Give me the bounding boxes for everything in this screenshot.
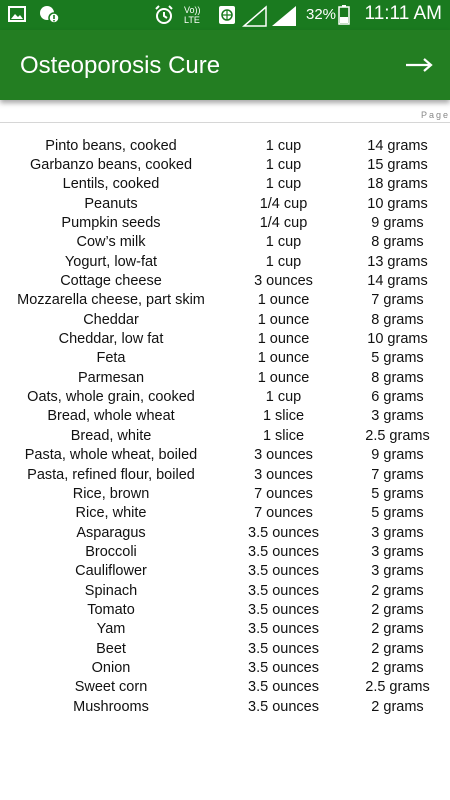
table-row [0,368,450,387]
amount-cell: 13 grams [367,253,428,270]
table-row [0,291,450,310]
serving-cell: 3 ounces [254,273,313,290]
amount-cell: 9 grams [371,215,424,232]
table-row [0,213,450,232]
table-row [0,658,450,677]
food-cell: Pasta, refined flour, boiled [27,466,195,483]
food-cell: Feta [96,350,126,367]
food-cell: Cheddar [83,311,139,328]
food-cell: Sweet corn [74,679,148,696]
amount-cell: 2 grams [371,582,424,599]
food-cell: Lentils, cooked [62,176,160,193]
table-row [0,329,450,348]
table-row [0,697,450,716]
amount-cell: 2 grams [371,601,424,618]
food-cell: Peanuts [84,195,138,212]
table-row [0,252,450,271]
amount-cell: 7 grams [371,466,424,483]
food-cell: Yogurt, low-fat [64,253,158,270]
gallery-icon [8,5,26,28]
amount-cell: 2.5 grams [365,679,430,696]
amount-cell: 8 grams [371,234,424,251]
serving-cell: 1 ounce [257,311,310,328]
serving-cell: 1 cup [265,137,302,154]
table-row [0,562,450,581]
serving-cell: 3.5 ounces [248,582,319,599]
serving-cell: 7 ounces [254,505,313,522]
table-row [0,639,450,658]
table-row [0,523,450,542]
amount-cell: 10 grams [367,331,428,348]
food-cell: Cow’s milk [76,234,146,251]
serving-cell: 1 ounce [257,350,310,367]
serving-cell: 3.5 ounces [248,659,319,676]
next-page-button[interactable] [404,54,434,76]
table-row [0,310,450,329]
status-bar [0,0,450,30]
table-row [0,194,450,213]
signal-icon [242,5,298,32]
food-cell: Rice, brown [72,485,150,502]
app-title: Osteoporosis Cure [20,52,221,79]
serving-cell: 3.5 ounces [248,621,319,638]
table-row [0,387,450,406]
food-cell: Mushrooms [73,698,149,715]
page-indicator: Page [420,110,450,120]
serving-cell: 1 cup [265,234,302,251]
table-row [0,271,450,290]
table-row [0,504,450,523]
serving-cell: 3.5 ounces [248,543,319,560]
app-bar [0,30,450,100]
table-row [0,465,450,484]
amount-cell: 3 grams [371,524,424,541]
location-alert-icon [38,5,60,30]
serving-cell: 3.5 ounces [248,524,319,541]
nutrition-table [0,136,450,716]
clock: 11:11 AM [364,3,442,24]
food-cell: Mozzarella cheese, part skim [17,292,205,309]
amount-cell: 2 grams [371,640,424,657]
serving-cell: 3.5 ounces [248,563,319,580]
table-row [0,600,450,619]
table-row [0,678,450,697]
battery-icon [338,5,350,30]
food-cell: Bread, white [70,427,152,444]
table-row [0,349,450,368]
table-row [0,426,450,445]
table-row [0,620,450,639]
amount-cell: 8 grams [371,311,424,328]
table-row [0,407,450,426]
serving-cell: 3.5 ounces [248,601,319,618]
serving-cell: 1 ounce [257,292,310,309]
table-row [0,136,450,155]
food-cell: Cauliflower [75,563,147,580]
battery-percent: 32% [306,6,337,23]
serving-cell: 3.5 ounces [248,640,319,657]
serving-cell: 1 ounce [257,331,310,348]
table-row [0,155,450,174]
table-row [0,175,450,194]
amount-cell: 7 grams [371,292,424,309]
serving-cell: 3 ounces [254,447,313,464]
food-cell: Pumpkin seeds [61,215,161,232]
food-cell: Spinach [84,582,138,599]
table-row [0,542,450,561]
serving-cell: 3.5 ounces [248,679,319,696]
serving-cell: 1 slice [262,408,305,425]
amount-cell: 2 grams [371,621,424,638]
food-cell: Pasta, whole wheat, boiled [24,447,198,464]
food-cell: Beet [96,640,126,657]
arrow-right-icon [404,63,434,80]
amount-cell: 15 grams [367,157,428,174]
serving-cell: 1 cup [265,157,302,174]
serving-cell: 7 ounces [254,485,313,502]
network-label: Vo)) LTE [184,5,201,25]
food-cell: Cheddar, low fat [58,331,164,348]
globe-icon [218,5,236,30]
amount-cell: 2 grams [371,698,424,715]
amount-cell: 6 grams [371,389,424,406]
food-cell: Tomato [87,601,135,618]
serving-cell: 3.5 ounces [248,698,319,715]
amount-cell: 10 grams [367,195,428,212]
food-cell: Garbanzo beans, cooked [29,157,193,174]
amount-cell: 18 grams [367,176,428,193]
food-cell: Broccoli [85,543,137,560]
amount-cell: 14 grams [367,137,428,154]
amount-cell: 14 grams [367,273,428,290]
food-cell: Onion [91,659,131,676]
amount-cell: 9 grams [371,447,424,464]
table-row [0,233,450,252]
food-cell: Bread, whole wheat [47,408,175,425]
table-row [0,484,450,503]
table-row [0,581,450,600]
food-cell: Parmesan [77,369,145,386]
table-row [0,446,450,465]
serving-cell: 3 ounces [254,466,313,483]
amount-cell: 3 grams [371,563,424,580]
food-cell: Oats, whole grain, cooked [27,389,195,406]
serving-cell: 1 cup [265,389,302,406]
serving-cell: 1/4 cup [259,195,308,212]
amount-cell: 5 grams [371,505,424,522]
serving-cell: 1 ounce [257,369,310,386]
serving-cell: 1 cup [265,253,302,270]
serving-cell: 1/4 cup [259,215,308,232]
food-cell: Asparagus [76,524,146,541]
amount-cell: 3 grams [371,543,424,560]
food-cell: Cottage cheese [60,273,162,290]
amount-cell: 5 grams [371,485,424,502]
serving-cell: 1 slice [262,427,305,444]
serving-cell: 1 cup [265,176,302,193]
amount-cell: 8 grams [371,369,424,386]
amount-cell: 2.5 grams [365,427,430,444]
alarm-icon [154,5,174,30]
amount-cell: 3 grams [371,408,424,425]
divider [0,122,450,123]
amount-cell: 5 grams [371,350,424,367]
food-cell: Pinto beans, cooked [45,137,177,154]
food-cell: Rice, white [75,505,147,522]
food-cell: Yam [96,621,126,638]
amount-cell: 2 grams [371,659,424,676]
